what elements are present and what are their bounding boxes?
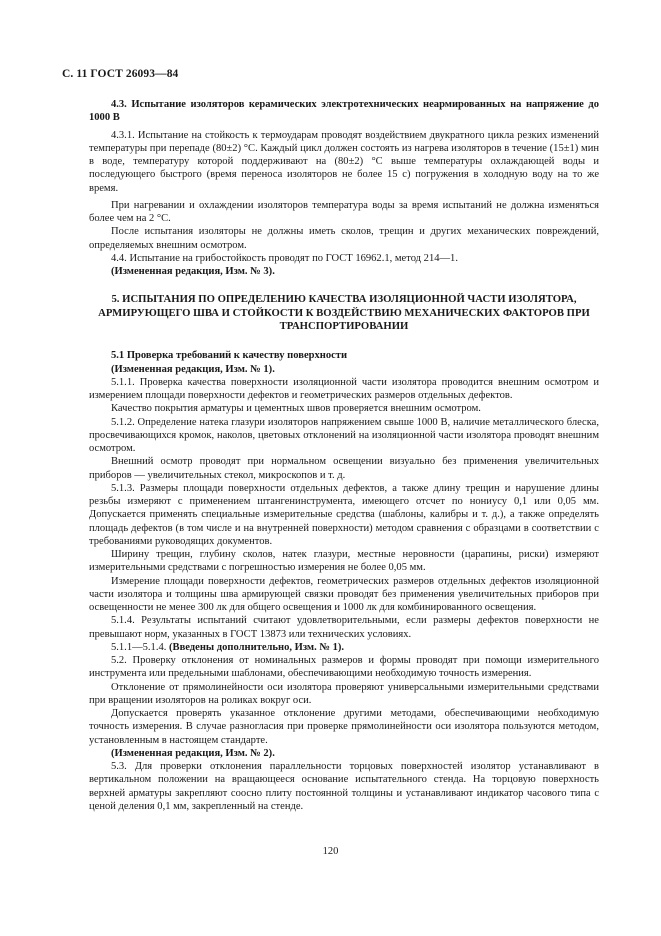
paragraph-axis-straightness: Отклонение от прямолинейности оси изолятора проверяют универсальными измерительными средствами при вращении изоляторов на роликах вокруг оси. <box>89 681 599 706</box>
clause-5-1-4: 5.1.4. Результаты испытаний считают удовлетворительными, если размеры дефектов поверхности не превышают норм, указанных в ГОСТ 13873 или технических условиях. <box>89 615 599 640</box>
clause-4-4: 4.4. Испытание на грибостойкость проводят по ГОСТ 16962.1, метод 214—1. <box>111 252 458 264</box>
paragraph-visual-inspection: Внешний осмотр проводят при нормальном освещении визуально без применения увеличительных приборов — увеличительных стекол, микроскопов и т. д. <box>89 456 599 481</box>
paragraph-defect-area: Измерение площади поверхности дефектов, геометрических размеров отдельных дефектов изоляционной части изолятора и толщины шва армирующей связки проводят без применения увеличительных приборов при освещенности не менее 300 лк для общего освещения и 1000 лк для комбинированного освещения. <box>89 575 599 614</box>
clause-4-3-heading: 4.3. Испытание изоляторов керамических электротехнических неармированных на напряжение до 1000 В <box>89 99 599 124</box>
amendment-note-1: (Измененная редакция, Изм. № 1). <box>111 363 275 375</box>
clause-5-1-1: 5.1.1. Проверка качества поверхности изоляционной части изолятора проводится внешним осмотром и измерением площади поверхности дефектов и геометрических размеров отдельных дефектов. <box>89 376 599 402</box>
section-5-title: 5. ИСПЫТАНИЯ ПО ОПРЕДЕЛЕНИЮ КАЧЕСТВА ИЗОЛЯЦИОННОЙ ЧАСТИ ИЗОЛЯТОРА, АРМИРУЮЩЕГО ШВА И СТОЙКОСТИ К ВОЗДЕЙСТВИЮ МЕХАНИЧЕСКИХ ФАКТОРОВ ПРИ ТРАНСПОРТИРОВАНИИ <box>98 293 590 333</box>
clause-5-1-heading: 5.1 Проверка требований к качеству поверхности <box>111 350 348 362</box>
paragraph-alternative-methods: Допускается проверять указанное отклонение другими методами, обеспечивающими необходимую точность измерения. В случае разногласия при проверке прямолинейности оси изолятора пользуются методом, установленным в настоящем стандарте. <box>89 708 599 746</box>
page-header: С. 11 ГОСТ 26093—84 <box>62 68 179 80</box>
clause-5-1-3: 5.1.3. Размеры площади поверхности отдельных дефектов, а также длину трещин и нарушение длины резьбы измеряют с применением штангенинструмента, имеющего отсчет по нониусу 0,1 или 0,05 мм. Допускается применять специальные измерительные средства (шаблоны, калибры и т. д.), а также определять площадь дефектов (в том числе и на внутренней поверхности) методом сравнения с образцами в соответствии с требованиями руководящих документов. <box>89 482 599 547</box>
clause-range-label: 5.1.1—5.1.4. <box>111 641 170 653</box>
clause-5-3: 5.3. Для проверки отклонения параллельности торцовых поверхностей изолятор устанавливают в вертикальном положении на вращающееся основание испытательного стенда. На торцовую поверхность верхней арматуры закрепляют соосно плиту постоянной толщины и устанавливают индикатор часового типа с ценой деления 0,1 мм, закрепленный на стенде. <box>89 761 599 812</box>
page-number: 120 <box>322 846 339 857</box>
clause-5-2: 5.2. Проверку отклонения от номинальных размеров и формы проводят при помощи измерительного инструмента или предельными шаблонами, обеспечивающими необходимую точность измерения. <box>89 655 599 680</box>
clause-5-1-2: 5.1.2. Определение натека глазури изоляторов напряжением свыше 1000 В, наличие металлического блеска, просвечивающихся кромок, наколов, цветовых отклонений на изоляционной части изолятора проводят внешним осмотром. <box>89 416 599 455</box>
paragraph-water-temperature: При нагревании и охлаждении изоляторов температура воды за время испытаний не должна изменяться более чем на 2 °С. <box>89 199 599 224</box>
paragraph-after-test: После испытания изоляторы не должны иметь сколов, трещин и других механических повреждений, определяемых внешним осмотром. <box>89 226 599 251</box>
paragraph-coating-quality: Качество покрытия арматуры и цементных швов проверяется внешним осмотром. <box>111 403 481 415</box>
amendment-note-2: (Измененная редакция, Изм. № 2). <box>111 747 275 759</box>
added-note: (Введены дополнительно, Изм. № 1). <box>169 641 345 653</box>
amendment-note-3: (Измененная редакция, Изм. № 3). <box>111 266 275 277</box>
paragraph-crack-width: Ширину трещин, глубину сколов, натек глазури, местные неровности (царапины, риски) измеряют измерительными средствами с погрешностью измерения не более 0,05 мм. <box>89 549 599 574</box>
amendment-note-added <box>89 641 599 654</box>
clause-4-3-1: 4.3.1. Испытание на стойкость к термоударам проводят воздействием двукратного цикла резких изменений температуры при перепаде (80±2) °С. Каждый цикл должен состоять из нагрева изоляторов в течение (15±1) мин в воде, температуру которой поддерживают на (80±2) °С выше температуры охлаждающей воды и последующего быстрого (время переноса изоляторов не более 15 с) погружения в холодную воду на то же время. <box>89 129 599 194</box>
document-body <box>89 98 599 813</box>
